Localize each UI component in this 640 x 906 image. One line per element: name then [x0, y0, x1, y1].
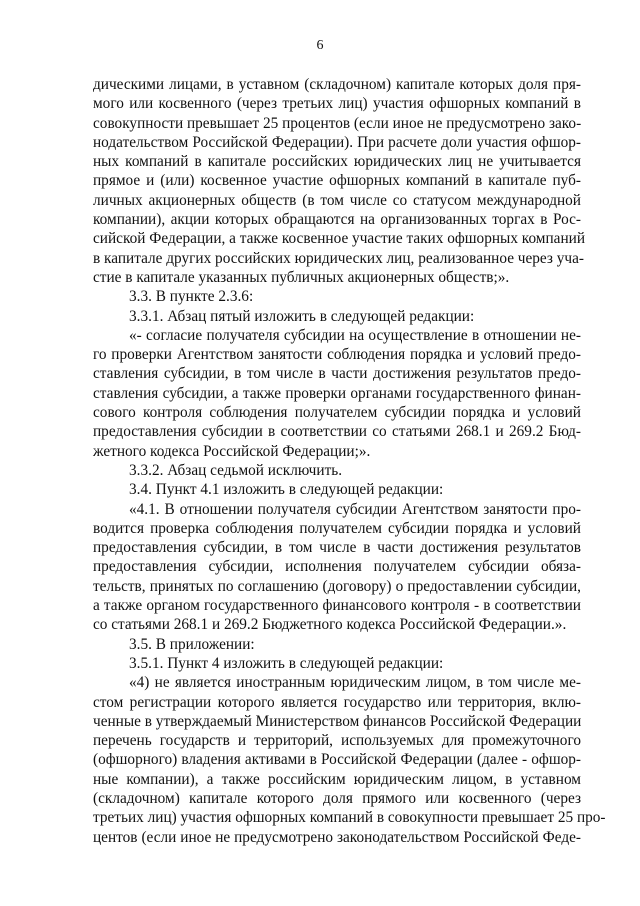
text-line: сийской Федерации, а также косвенное участие таких офшорных компаний: [93, 230, 586, 248]
document-body: [93, 75, 606, 847]
text-line: водится проверка соблюдения получателем субсидии порядка и условий: [93, 519, 581, 537]
text-line: ные компании), а также российским юридическим лицом, в уставном: [93, 770, 581, 788]
text-line: ставления субсидии, в том числе в части достижения результатов предо-: [93, 365, 581, 383]
text-line: «- согласие получателя субсидии на осуществление в отношении не-: [129, 326, 581, 344]
paragraph-p10: [93, 673, 606, 847]
paragraph-p7: [93, 500, 581, 635]
paragraph-p9: [93, 654, 581, 673]
paragraph-p3: [93, 307, 581, 326]
text-line: со статьями 268.1 и 269.2 Бюджетного кодекса Российской Федерации.».: [93, 616, 567, 634]
text-line: го проверки Агентством занятости соблюдения порядка и условий предо-: [93, 346, 581, 364]
text-line: (офшорного) владения активами в Российской Федерации (далее - офшор-: [93, 751, 581, 769]
text-line: 3.3.1. Абзац пятый изложить в следующей редакции:: [129, 307, 475, 325]
text-line: «4.1. В отношении получателя субсидии Агентством занятости про-: [129, 500, 581, 518]
text-line: мого или косвенного (через третьих лиц) участия офшорных компаний в: [93, 95, 581, 113]
text-line: жетного кодекса Российской Федерации;».: [93, 442, 371, 460]
text-line: прямое и (или) косвенное участие офшорных компаний в капитале пуб-: [93, 172, 581, 190]
text-line: 3.3. В пункте 2.3.6:: [129, 288, 254, 306]
text-line: тельств, принятых по соглашению (договору) о предоставлении субсидии,: [93, 577, 581, 595]
text-line: предоставления субсидии, исполнения получателем субсидии обяза-: [93, 558, 581, 576]
text-line: (складочном) капитале которого доля прямого или косвенного (через: [93, 789, 581, 807]
text-line: центов (если иное не предусмотрено законодательством Российской Феде-: [93, 828, 581, 846]
paragraph-p8: [93, 635, 581, 654]
text-line: личных акционерных обществ (в том числе со статусом международной: [93, 191, 581, 209]
text-line: третьих лиц) участия офшорных компаний в совокупности превышает 25 про-: [93, 809, 606, 827]
text-line: а также органом государственного финансового контроля - в соответствии: [93, 597, 581, 615]
paragraph-p4: [93, 326, 581, 461]
text-line: дическими лицами, в уставном (складочном) капитале которых доля пря-: [93, 76, 581, 93]
text-line: стом регистрации которого является государство или территория, вклю-: [93, 693, 581, 711]
text-line: 3.4. Пункт 4.1 изложить в следующей редакции:: [129, 481, 444, 499]
text-line: совокупности превышает 25 процентов (если иное не предусмотрено зако-: [93, 114, 582, 132]
text-line: ставления субсидии, а также проверки органами государственного финан-: [93, 384, 581, 402]
page-number: 6: [316, 38, 324, 53]
text-line: ченные в утверждаемый Министерством финансов Российской Федерации: [93, 712, 582, 730]
text-line: перечень государств и территорий, используемых для промежуточного: [93, 732, 581, 750]
text-line: стие в капитале указанных публичных акционерных обществ;».: [93, 268, 510, 286]
paragraph-p5: [93, 461, 581, 480]
text-line: сового контроля соблюдения получателем субсидии порядка и условий: [93, 404, 581, 422]
paragraph-p1: [93, 75, 586, 287]
text-line: нодательством Российской Федерации). При расчете доли участия офшор-: [93, 133, 581, 151]
text-line: компании), акции которых обращаются на организованных торгах в Рос-: [93, 211, 581, 229]
text-line: «4) не является иностранным юридическим лицом, в том числе ме-: [129, 674, 581, 692]
paragraph-p6: [93, 480, 581, 499]
text-line: 3.3.2. Абзац седьмой исключить.: [129, 461, 343, 479]
text-line: в капитале других российских юридических лиц, реализованное через уча-: [93, 249, 585, 267]
text-line: 3.5. В приложении:: [129, 635, 255, 653]
paragraph-p2: [93, 287, 581, 306]
text-line: предоставления субсидии в соответствии со статьями 268.1 и 269.2 Бюд-: [93, 423, 581, 441]
text-line: предоставления субсидии, в том числе в части достижения результатов: [93, 539, 581, 557]
text-line: ных компаний в капитале российских юридических лиц не учитывается: [93, 153, 581, 171]
text-line: 3.5.1. Пункт 4 изложить в следующей редакции:: [129, 654, 444, 672]
